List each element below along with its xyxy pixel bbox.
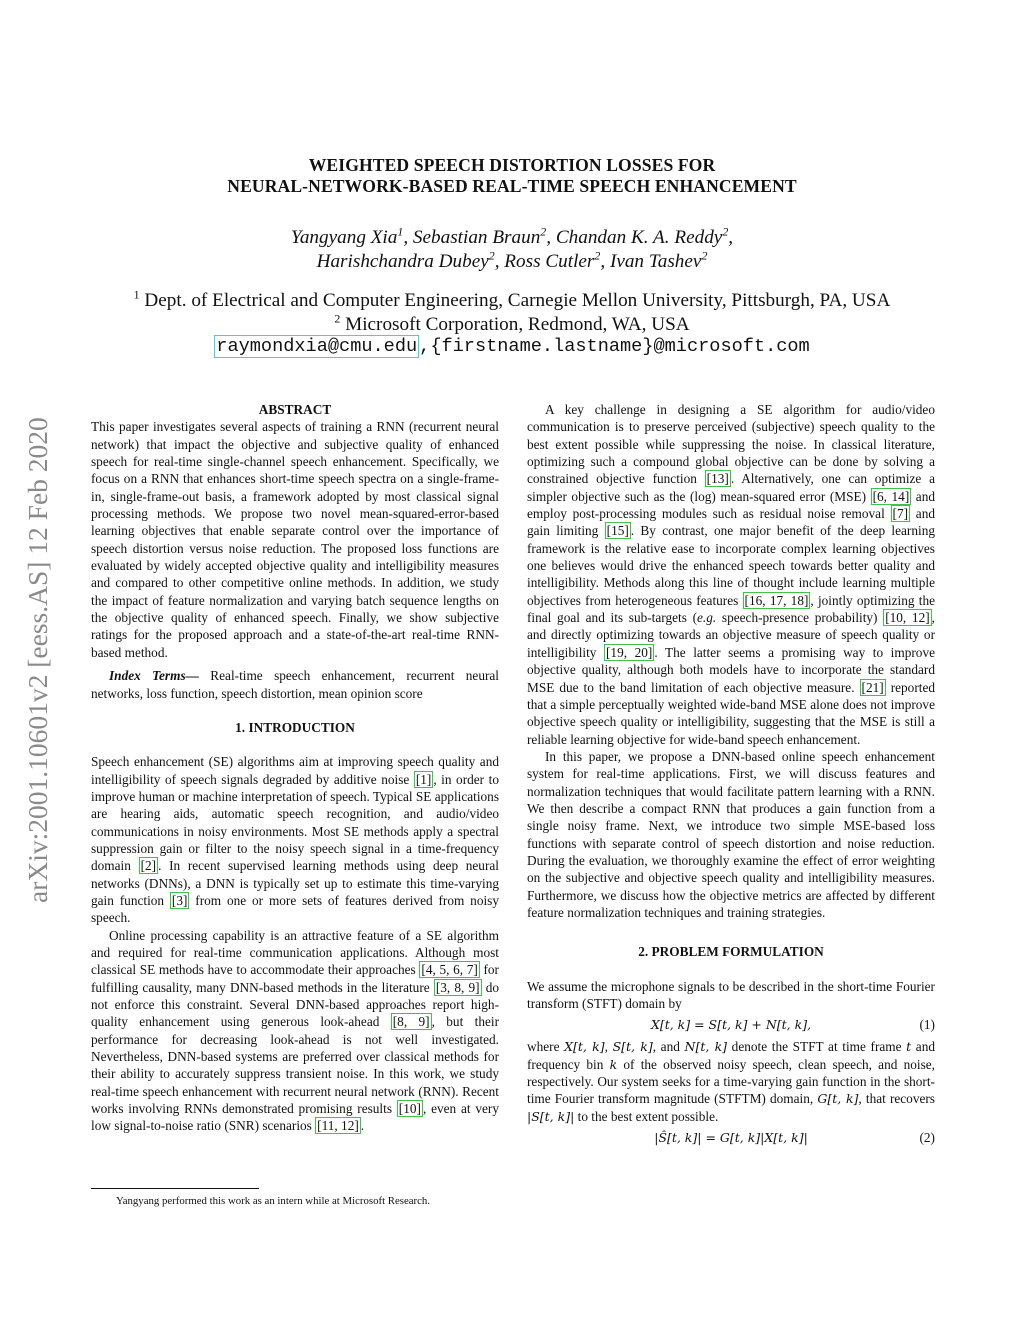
formulation-paragraph-2: where X[t, k], S[t, k], and N[t, k] denote the STFT at time frame t and frequency bin k of the observed noisy speech, clean speech, and noise, respectively. Our system seeks for a time-varying gain function in the short-time Fourier transform magnitude (STFTM) domain, G[t, k], that recovers |S[t, k]| to the best extent possible. bbox=[527, 1039, 935, 1124]
left-column bbox=[91, 401, 499, 1135]
email-microsoft: {firstname.lastname}@microsoft.com bbox=[430, 336, 810, 357]
citation-link[interactable]: [4, 5, 6, 7] bbox=[421, 962, 478, 978]
right-column bbox=[527, 401, 935, 1151]
author-list bbox=[0, 226, 1024, 274]
title-line-2: NEURAL-NETWORK-BASED REAL-TIME SPEECH ENHANCEMENT bbox=[227, 176, 797, 196]
arxiv-identifier: arXiv:2001.10601v2 [eess.AS] 12 Feb 2020 bbox=[22, 417, 53, 903]
citation-link[interactable]: [7] bbox=[892, 506, 909, 522]
author-name: Ross Cutler bbox=[504, 251, 595, 272]
introduction-heading: 1. INTRODUCTION bbox=[235, 719, 355, 735]
author-name: Ivan Tashev bbox=[609, 251, 702, 272]
footnote: Yangyang performed this work as an intern while at Microsoft Research. bbox=[116, 1195, 431, 1207]
intro-paragraph-1: Speech enhancement (SE) algorithms aim at improving speech quality and intelligibility of speech signals degraded by additive noise [1] , in order to improve human or machine interpretation of speech. Typical SE applications are hearing aids, automatic speech recognition, and audio/video communications in noisy environments. Most SE methods apply a spectral suppression gain or filter to the noisy speech signal in a time-frequency domain [2] . In recent supervised learning methods using deep neural networks (DNNs), a DNN is typically set up to estimate this time-varying gain function [3] from one or more sets of features derived from noisy speech. bbox=[91, 754, 499, 926]
equation-2: |Ŝ[t, k]| = G[t, k]|X[t, k]| (2) bbox=[527, 1125, 935, 1151]
author-name: Sebastian Braun bbox=[412, 227, 541, 248]
authors-line-1: Yangyang Xia$^1$, Sebastian Braun$^2$, Chandan K. A. Reddy$^2$, bbox=[290, 224, 734, 248]
equation-number: (1) bbox=[919, 1017, 935, 1033]
intro-paragraph-3: A key challenge in designing a SE algorithm for audio/video communication is to preserve perceived (subjective) speech quality to the best extent possible while suppressing the noise. In classical literature, optimizing such a compound global objective can be done by solving a constrained objective function [13] . Alternatively, one can optimize a simpler objective such as the (log) mean-squared error (MSE) [6, 14] and employ post-processing modules such as residual noise removal [7] and gain limiting [15] . By contrast, one major benefit of the deep learning framework is the relative ease to incorporate complex learning objectives one believes would drive the enhanced speech towards better quality and intelligibility. Methods along this line of thought include learning multiple objectives from heterogeneous features [16, 17, 18] , jointly optimizing the final goal and its sub-targets (e.g. speech-presence probability) [10, 12] , and directly optimizing towards an objective measure of speech quality or intelligibility [19, 20] . The latter seems a promising way to improve objective quality, although both models have to incorporate the standard MSE due to the band limitation of each objective measure. [21] reported that a simple perceptually weighted wide-band MSE alone does not improve objective speech quality or intelligibility, suggesting that the MSE is still a reliable learning objective for wide-band speech enhancement. bbox=[527, 402, 936, 747]
author-name: Yangyang Xia bbox=[290, 227, 398, 248]
abstract-heading: ABSTRACT bbox=[258, 402, 332, 417]
author-name: Harishchandra Dubey bbox=[316, 251, 489, 272]
citation-link[interactable]: [10] bbox=[398, 1101, 421, 1117]
footnote-divider bbox=[91, 1188, 259, 1189]
citation-link[interactable]: [16, 17, 18] bbox=[744, 592, 809, 608]
citation-link[interactable]: [3, 8, 9] bbox=[435, 979, 480, 995]
abstract-text: This paper investigates several aspects of training a RNN (recurrent neural network) that impact the objective and subjective quality of enhanced speech for real-time single-channel speech enhancement. Specifically, we focus on a RNN that enhances short-time speech spectra on a single-frame-in, single-frame-out basis, a framework adopted by most classical signal processing methods. We propose two novel mean-squared-error-based learning objectives that enable separate control over the importance of speech distortion versus noise reduction. The proposed loss functions are evaluated by widely accepted objective quality and intelligibility measures and compared to other competitive online methods. In addition, we study the impact of feature normalization and varying batch sequence lengths on the objective quality of enhanced speech. Finally, we show subjective ratings for the proposed approach and a state-of-the-art real-time RNN-based method. bbox=[91, 419, 499, 660]
formulation-paragraph-1: We assume the microphone signals to be described in the short-time Fourier transform (STFT) domain by bbox=[527, 978, 935, 1011]
author-name: Chandan K. A. Reddy bbox=[555, 227, 723, 248]
citation-link[interactable]: [6, 14] bbox=[872, 488, 910, 504]
citation-link[interactable]: [8, 9] bbox=[392, 1014, 430, 1030]
affiliations bbox=[0, 289, 1024, 336]
affiliation-2: $^2$ Microsoft Corporation, Redmond, WA, USA bbox=[334, 311, 690, 335]
authors-line-2: Harishchandra Dubey$^2$, Ross Cutler$^2$, Ivan Tashev$^2$ bbox=[316, 248, 708, 272]
problem-formulation-heading: 2. PROBLEM FORMULATION bbox=[638, 944, 824, 960]
intro-paragraph-4: In this paper, we propose a DNN-based online speech enhancement system for real-time applications. First, we will discuss features and normalization techniques that would facilitate pattern learning with a RNN. We then describe a compact RNN that produces a gain function from a single noisy frame. Next, we introduce two simple MSE-based loss functions with separate control of speech distortion and noise reduction. During the evaluation, we thoroughly examine the effect of error weighting on the subjective and objective speech quality and intelligibility measures. Furthermore, we discuss how the objective metrics are affected by different feature normalization techniques and training strategies. bbox=[527, 748, 935, 920]
paper-title bbox=[0, 155, 1024, 197]
citation-link[interactable]: [11, 12] bbox=[317, 1118, 359, 1134]
citation-link[interactable]: [1] bbox=[415, 771, 432, 787]
citation-link[interactable]: [19, 20] bbox=[606, 644, 653, 660]
email-link-cmu[interactable]: raymondxia@cmu.edu bbox=[216, 336, 418, 357]
index-terms-label: Index Terms— bbox=[109, 668, 199, 684]
citation-link[interactable]: [2] bbox=[140, 858, 157, 874]
intro-paragraph-2: Online processing capability is an attractive feature of a SE algorithm and required for real-time communication applications. Although most classical SE methods have to accommodate their approaches [4, 5, 6, 7] for fulfilling causality, many DNN-based methods in the literature [3, 8, 9] do not enforce this constraint. Several DNN-based approaches report high-quality enhancement using generous look-ahead [8, 9] , but their performance for decreasing look-ahead is not well investigated. Nevertheless, DNN-based systems are preferred over classical methods for their ability to accurately suppress transient noise. In this work, we study real-time speech enhancement with recurrent neural network (RNN). Recent works involving RNNs demonstrated promising results [10] , even at very low signal-to-noise ratio (SNR) scenarios [11, 12] . bbox=[91, 927, 499, 1134]
citation-link[interactable]: [3] bbox=[171, 892, 188, 908]
citation-link[interactable]: [13] bbox=[706, 471, 729, 487]
author-emails: raymondxia@cmu.edu ,{firstname.lastname}@microsoft.com bbox=[216, 336, 810, 357]
equation-number: (2) bbox=[919, 1130, 935, 1146]
affiliation-1: $^1$ Dept. of Electrical and Computer Engineering, Carnegie Mellon University, Pittsburgh, PA, USA bbox=[133, 287, 891, 311]
citation-link[interactable]: [10, 12] bbox=[885, 610, 930, 626]
citation-link[interactable]: [21] bbox=[861, 679, 884, 695]
citation-link[interactable]: [15] bbox=[606, 523, 629, 539]
index-terms: Index Terms— Real-time speech enhancement, recurrent neural networks, loss function, speech distortion, mean opinion score bbox=[91, 668, 499, 701]
title-line-1: WEIGHTED SPEECH DISTORTION LOSSES FOR bbox=[308, 155, 716, 175]
equation-1: X[t, k] = S[t, k] + N[t, k], (1) bbox=[527, 1012, 935, 1038]
